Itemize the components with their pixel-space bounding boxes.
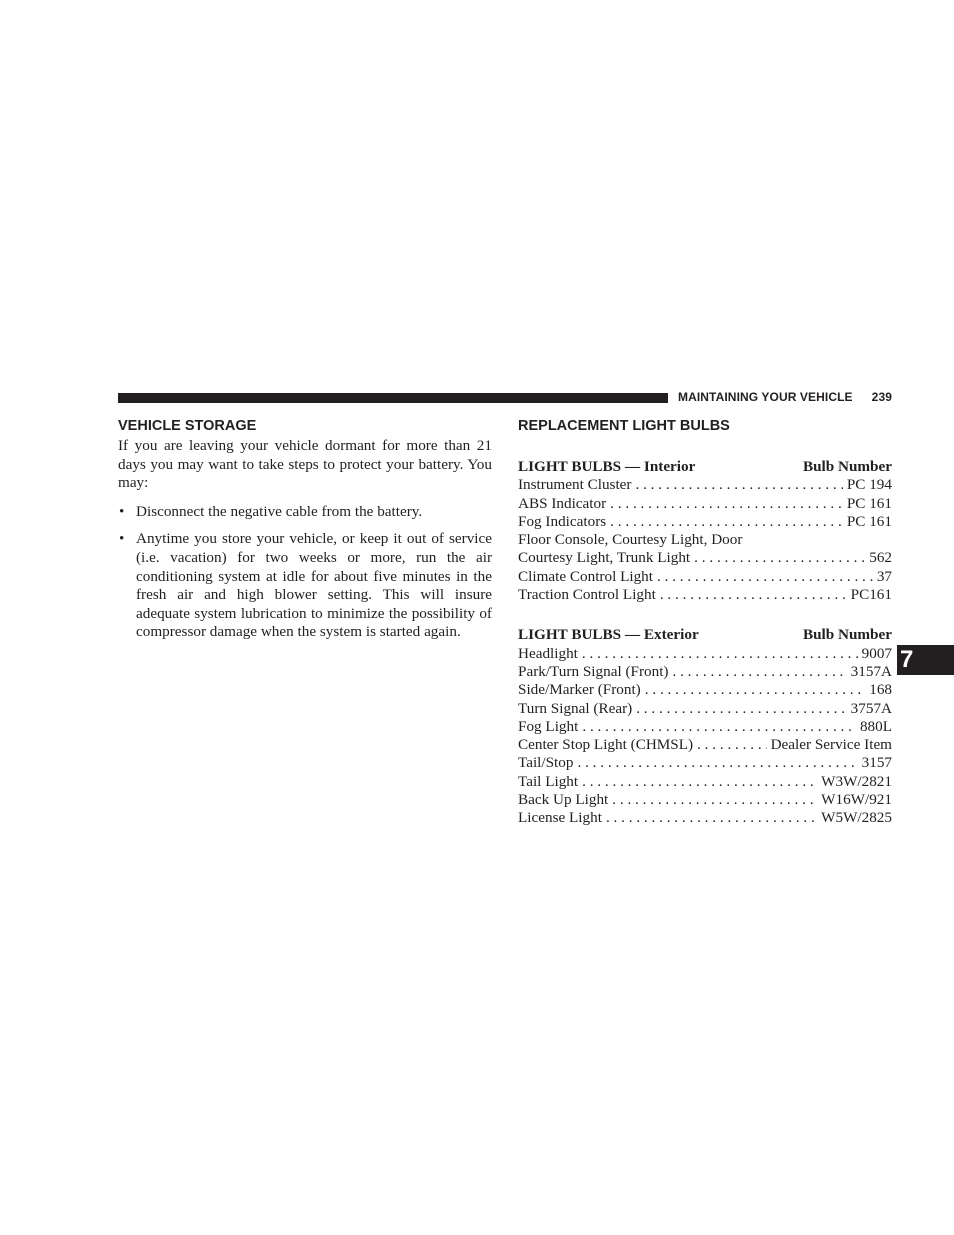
dot-leader [606, 809, 817, 827]
bulb-number: PC 194 [846, 476, 892, 494]
list-item-text: Disconnect the negative cable from the battery. [136, 502, 423, 520]
bulb-number: PC161 [850, 586, 892, 604]
bulb-location: Tail Light [518, 772, 579, 790]
table-header [518, 458, 892, 476]
bulb-location: Fog Indicators [518, 512, 607, 530]
table-row [518, 645, 892, 663]
list-item [118, 503, 492, 522]
bulb-location: Fog Light [518, 717, 579, 735]
table-header [518, 626, 892, 644]
replacement-bulbs-section [518, 417, 892, 828]
bulb-location: Instrument Cluster [518, 476, 632, 494]
table-row [518, 754, 892, 772]
bulb-number: 880L [859, 717, 892, 735]
table-row [518, 549, 892, 567]
storage-steps-list [118, 503, 492, 642]
bulb-location: Headlight [518, 644, 578, 662]
bulb-number: Dealer Service Item [770, 736, 892, 754]
bulb-location: Floor Console, Courtesy Light, Door [518, 531, 743, 549]
bulb-number: 562 [869, 549, 892, 567]
dot-leader [635, 476, 842, 494]
exterior-bulbs-table [518, 626, 892, 827]
dot-leader [697, 736, 766, 754]
dot-leader [657, 568, 873, 586]
table-row [518, 531, 892, 549]
bullet-icon: • [119, 502, 125, 520]
table-row [518, 809, 892, 827]
header-rule [118, 393, 668, 403]
dot-leader [582, 773, 817, 791]
bulb-location: Courtesy Light, Trunk Light [518, 549, 691, 567]
chapter-tab: 7 [897, 645, 954, 675]
bulb-number: W3W/2821 [821, 772, 892, 790]
bulb-number: 3157A [850, 662, 892, 680]
bulb-location: Traction Control Light [518, 586, 656, 604]
bullet-icon: • [119, 530, 125, 548]
bulb-number: 168 [869, 681, 892, 699]
bulb-location: Center Stop Light (CHMSL) [518, 736, 694, 754]
bulb-number: 37 [876, 567, 892, 585]
bulb-number: 9007 [861, 644, 892, 662]
table-row [518, 476, 892, 494]
dot-leader [672, 663, 846, 681]
dot-leader [577, 754, 857, 772]
dot-leader [582, 718, 856, 736]
interior-bulbs-table [518, 458, 892, 604]
dot-leader [612, 791, 817, 809]
bulb-number: W5W/2825 [821, 809, 892, 827]
table-row [518, 681, 892, 699]
dot-leader [610, 513, 843, 531]
bulb-location: Side/Marker (Front) [518, 681, 641, 699]
bulb-location: Back Up Light [518, 791, 609, 809]
table-heading: LIGHT BULBS — Exterior [518, 626, 699, 644]
table-row [518, 586, 892, 604]
dot-leader [582, 645, 858, 663]
bulb-location: Climate Control Light [518, 567, 653, 585]
bulb-number: 3157 [861, 754, 892, 772]
table-row [518, 718, 892, 736]
section-title: MAINTAINING YOUR VEHICLE [678, 390, 853, 404]
column-heading: Bulb Number [802, 626, 892, 644]
bulb-number: PC 161 [846, 494, 892, 512]
table-row [518, 495, 892, 513]
table-row [518, 513, 892, 531]
table-row [518, 700, 892, 718]
table-row [518, 736, 892, 754]
vehicle-storage-section [118, 417, 492, 651]
intro-paragraph: If you are leaving your vehicle dormant for more than 21 days you may want to take steps to protect your battery. You may: [118, 437, 492, 492]
list-item-text: Anytime you store your vehicle, or keep it out of service (i.e. vacation) for two weeks or more, run the air conditioning system at idle for about five minutes in the fresh air and high blower setting. This will insure adequate system lubrication to minimize the possibility of compressor damage when the system is started again. [136, 530, 492, 641]
running-header [678, 390, 892, 404]
section-heading: VEHICLE STORAGE [118, 418, 257, 434]
column-heading: Bulb Number [802, 458, 892, 475]
dot-leader [660, 586, 847, 604]
dot-leader [610, 495, 843, 513]
bulb-location: Tail/Stop [518, 754, 574, 772]
bulb-location: Park/Turn Signal (Front) [518, 662, 669, 680]
bulb-location: Turn Signal (Rear) [518, 699, 633, 717]
list-item [118, 530, 492, 642]
table-row [518, 663, 892, 681]
dot-leader [636, 700, 846, 718]
table-heading: LIGHT BULBS — Interior [518, 458, 696, 475]
page-number: 239 [871, 390, 892, 404]
table-row [518, 568, 892, 586]
bulb-number: W16W/921 [821, 791, 892, 809]
section-heading: REPLACEMENT LIGHT BULBS [518, 418, 730, 434]
bulb-location: License Light [518, 809, 602, 827]
bulb-location: ABS Indicator [518, 494, 607, 512]
dot-leader [645, 681, 865, 699]
dot-leader [694, 549, 865, 567]
bulb-number: 3757A [850, 699, 892, 717]
table-row [518, 773, 892, 791]
table-row [518, 791, 892, 809]
bulb-number: PC 161 [846, 512, 892, 530]
